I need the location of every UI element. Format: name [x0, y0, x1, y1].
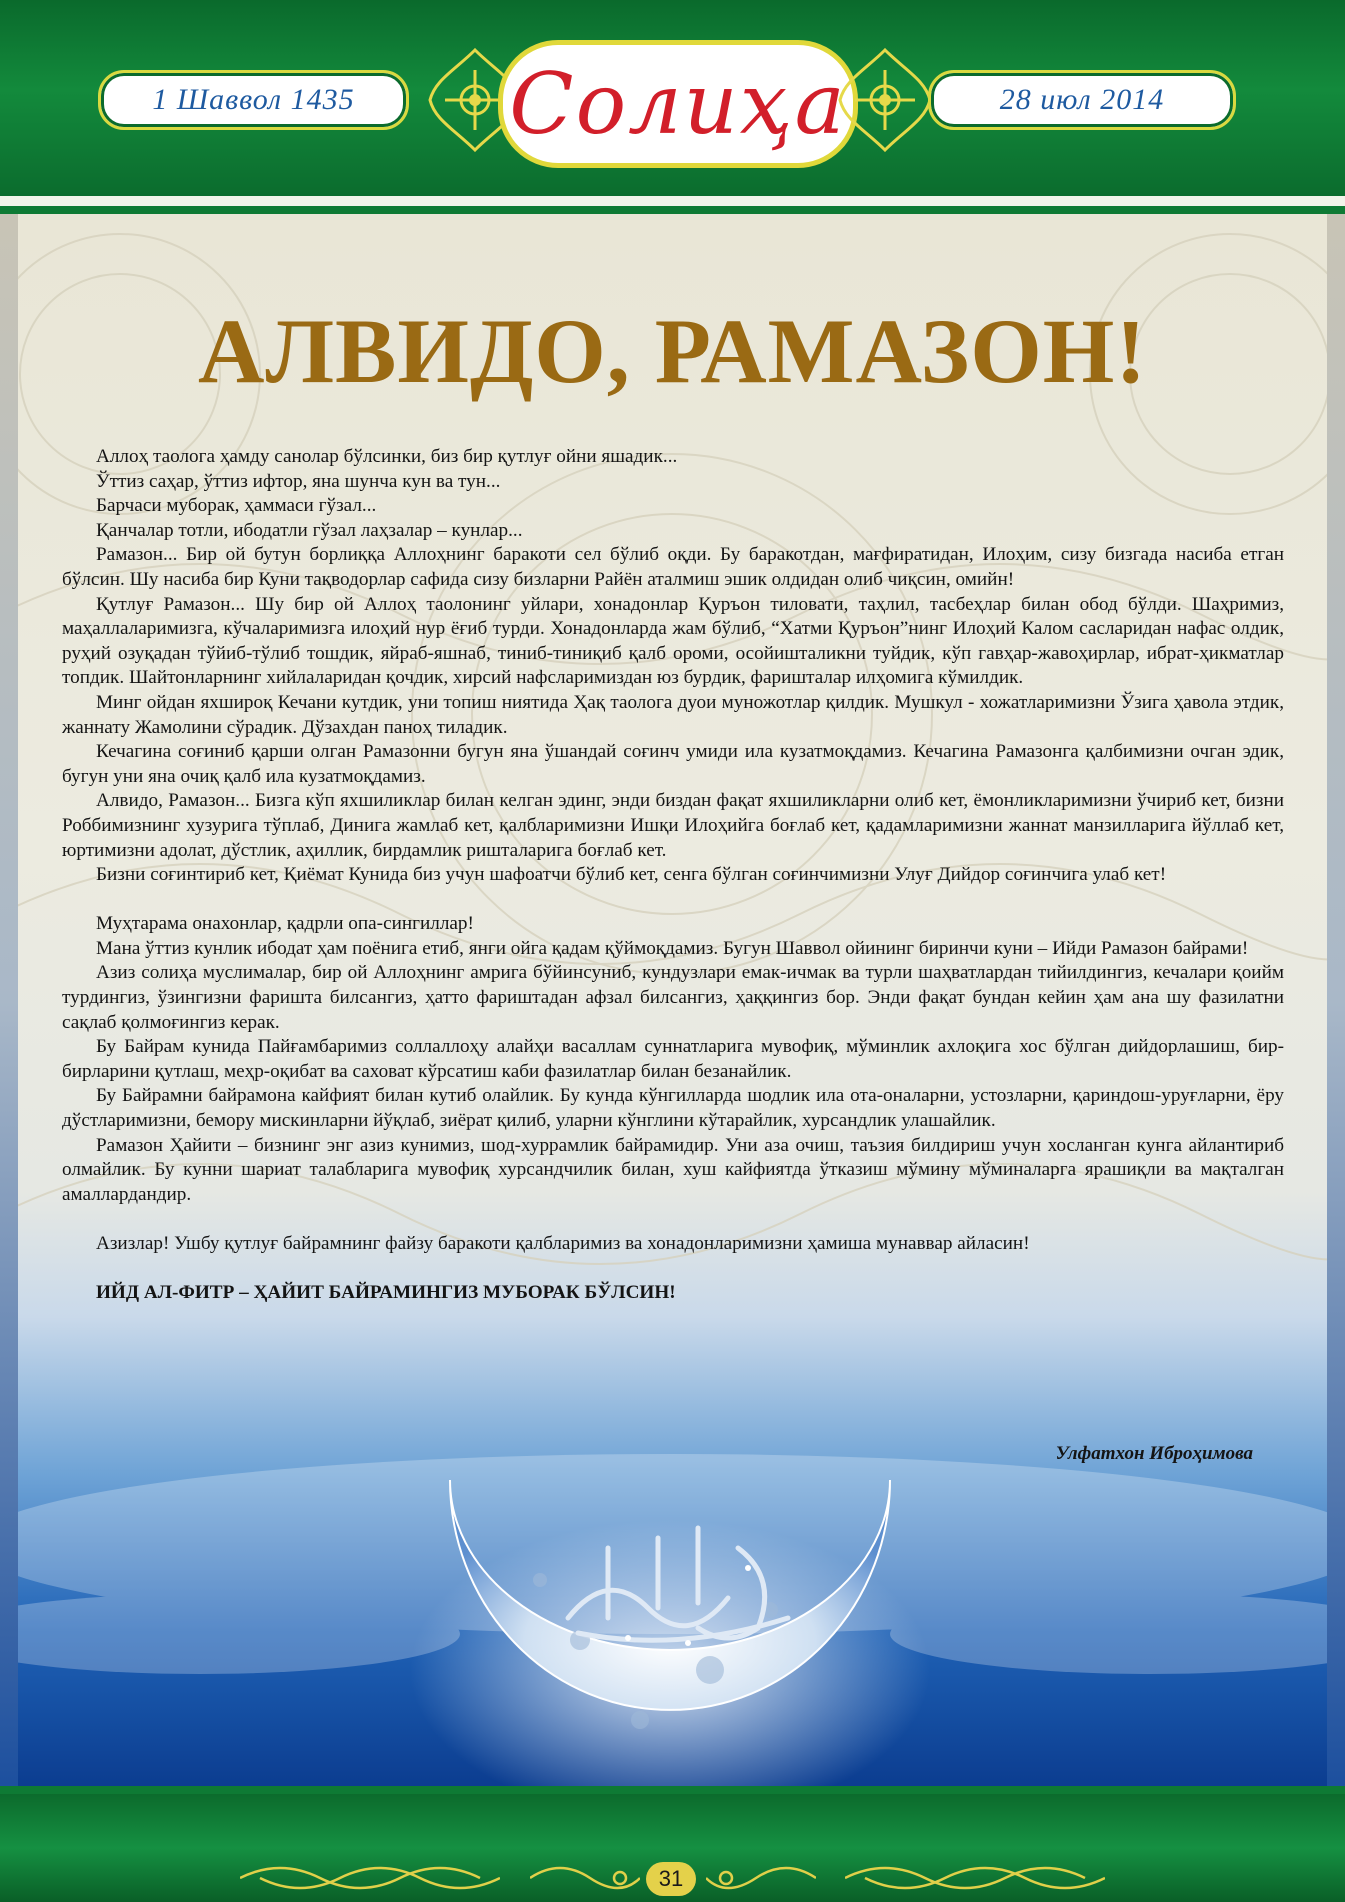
paragraph: Қутлуғ Рамазон... Шу бир ой Аллоҳ таолонинг уйлари, хонадонлар Қуръон тиловати, таҳлил, тасбеҳлар билан обод бўлди. Шаҳримиз, маҳаллаларимизга, кўчаларимизга илоҳий нур ёғиб турди. Хонадонларда жам бўлиб, “Хатми Қуръон”нинг Илоҳий Калом сасларидан нафас олдик, руҳий озуқадан тўйиб-тўлиб тошдик, яйраб-яшнаб, тиниб-тиниқиб қалб ороми, осойишталикни туйдик, кўп гавҳар-жавоҳирлар, ибрат-ҳикматлар топдик. Шайтонларнинг хийлаларидан қочдик, хирсий нафсларимиздан юз бурдик, фаришталар илҳомига кўмилдик.	[62, 593, 1284, 689]
header-divider-green	[0, 206, 1345, 214]
date-gregorian-badge	[928, 70, 1236, 130]
paragraph: Азиз солиҳа муслималар, бир ой Аллоҳнинг амрига бўйинсуниб, кундузлари емак-ичмак ва турли шаҳватлардан тийилдингиз, кечалари қоийм турдингиз, ўзингизни фаришта билсангиз, ҳатто фариштадан афзал билсангиз, ҳаққингиз бор. Энди фақат бундан кейин ҳам ана шу фазилатни сақлаб қолмоғингиз керак.	[62, 962, 1284, 1033]
footer-divider	[0, 1786, 1345, 1794]
paragraph: Рамазон Ҳайити – бизнинг энг азиз кунимиз, шод-хуррамлик байрамидир. Уни аза очиш, таъзия билдириш учун хосланган кунга айлантириб олмайлик. Бу кунни шариат талабларига мувофиқ хурсандчилик билан, хуш кайфиятда ўтказиш мўмину мўминаларга ярашиқли ва мақталган амаллардандир.	[62, 1134, 1284, 1205]
paragraph: Кечагина соғиниб қарши олган Рамазонни бугун яна ўшандай соғинч умиди ила кузатмоқдамиз. Кечагина Рамазонга қалбимизни очган эдик, бугун уни яна очиқ қалб ила кузатмоқдамиз.	[62, 741, 1284, 787]
page-number-badge	[646, 1862, 696, 1896]
paragraph: Мана ўттиз кунлик ибодат ҳам поёнига етиб, янги ойга қадам қўймоқдамиз. Бугун Шаввол ойининг биринчи куни – Ийди Рамазон байрами!	[96, 937, 1249, 959]
holiday-greeting: ИЙД АЛ-ФИТР – ҲАЙИТ БАЙРАМИНГИЗ МУБОРАК БЎЛСИН!	[96, 1281, 676, 1303]
magazine-title-box	[498, 40, 858, 168]
footer-flourish-icon	[240, 1858, 500, 1898]
header-band	[0, 0, 1345, 200]
header-divider	[0, 196, 1345, 206]
paragraph: Рамазон... Бир ой бутун борлиққа Аллоҳнинг баракоти сел бўлиб оқди. Бу баракотдан, мағфиратидан, Илоҳим, сизу бизгада насиба етган бўлсин. Шу насиба бир Куни тақводорлар сафида сизу бизларни Райён аталмиш эшик олдидан олиб чиқсин, омийн!	[62, 544, 1284, 590]
magazine-title: Солиҳа	[509, 55, 847, 153]
calligraphy-ramadan-kareem-icon	[548, 1508, 808, 1658]
paragraph: Ўттиз саҳар, ўттиз ифтор, яна шунча кун ва тун...	[96, 470, 501, 492]
article-body	[62, 445, 1284, 1305]
date-hijri-badge	[98, 70, 409, 130]
ornament-right-icon	[830, 40, 940, 160]
closing-paragraph: Азизлар! Ушбу қутлуғ байрамнинг файзу баракоти қалбларимиз ва хонадонларимизни ҳамиша мунаввар айласин!	[96, 1233, 1030, 1254]
page-number: 31	[658, 1866, 684, 1891]
paragraph: Минг ойдан яхшироқ Кечани кутдик, уни топиш ниятида Ҳақ таолога дуои муножотлар қилдик. Мушкул - хожатларимизни Ўзига ҳавола этдик, жаннату Жамолини сўрадик. Дўзахдан паноҳ тиладик.	[62, 691, 1284, 738]
author-signature: Улфатхон Иброҳимова	[1055, 1443, 1253, 1464]
footer-flourish-icon	[706, 1858, 816, 1898]
paragraph: Аллоҳ таолога ҳамду санолар бўлсинки, биз бир қутлуғ ойни яшадик...	[96, 446, 678, 467]
paragraph: Барчаси муборак, ҳаммаси гўзал...	[96, 495, 377, 517]
footer-flourish-icon	[530, 1858, 640, 1898]
paragraph: Қанчалар тотли, ибодатли гўзал лаҳзалар – кунлар...	[96, 519, 523, 541]
paragraph: Бизни соғинтириб кет, Қиёмат Кунида биз учун шафоатчи бўлиб кет, сенга бўлган соғинчимизни Улуғ Дийдор соғинчига улаб кет!	[96, 864, 1167, 886]
paragraph: Алвидо, Рамазон... Бизга кўп яхшиликлар билан келган эдинг, энди биздан фақат яхшиликларни олиб кет, ёмонликларимизни ўчириб кет, бизни Роббимизнинг хузурига тўплаб, Динига жамлаб кет, қалбларимизни Ишқи Илоҳийга боғлаб кет, қадамларимизни жаннат манзилларига йўллаб кет, юртимизни адолат, дўстлик, аҳиллик, бирдамлик ришталарига боғлаб кет.	[62, 790, 1284, 861]
side-frame-left	[0, 214, 18, 1790]
footer-flourish-icon	[845, 1858, 1105, 1898]
date-gregorian-text: 28 июл 2014	[999, 83, 1165, 116]
paragraph: Бу Байрам кунида Пайғамбаримиз соллаллоҳу алайҳи васаллам суннатларига мувофиқ, мўминлик ахлоқига хос бўлган дийдорлашиш, бир-бирларини қутлаш, меҳр-оқибат ва саховат кўрсатиш каби фазилатлар билан безанайлик.	[62, 1036, 1284, 1082]
paragraph: Бу Байрамни байрамона кайфият билан кутиб олайлик. Бу кунда кўнгилларда шодлик ила ота-оналарни, устозларни, қариндош-уруғларни, ёру дўстларимизни, бемору мискинларни йўқлаб, зиёрат қилиб, уларни кўнглини кўтарайлик, хурсандлик улашайлик.	[62, 1085, 1284, 1132]
paragraph: Муҳтарама онахонлар, қадрли опа-сингиллар!	[96, 913, 474, 935]
date-hijri-text: 1 Шаввол 1435	[152, 83, 355, 116]
side-frame-right	[1327, 214, 1345, 1790]
article-headline: АЛВИДО, РАМАЗОН!	[198, 300, 1147, 402]
